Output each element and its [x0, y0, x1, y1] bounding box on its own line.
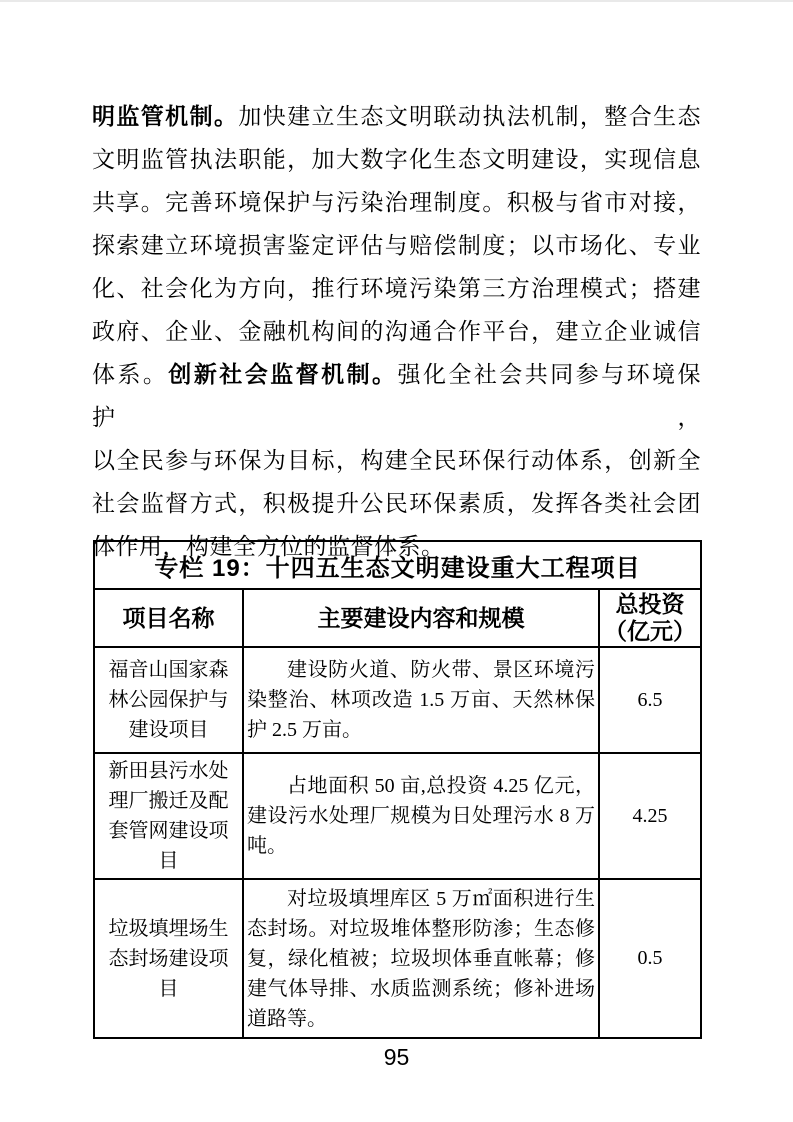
text-run: 共享。完善环境保护与污染治理制度。积极与省市对接，	[92, 190, 701, 215]
project-investment: 0.5	[599, 879, 701, 1038]
project-content: 对垃圾填埋库区 5 万㎡面积进行生态封场。对垃圾堆体整形防渗；生态修复，绿化植被；垃圾坝体垂直帐幕；修建气体导排、水质监测系统；修补进场道路等。	[243, 879, 599, 1038]
bold-run: 创新社会监督机制。	[168, 361, 398, 387]
paragraph-line	[92, 224, 701, 267]
paragraph-line	[92, 181, 701, 224]
header-total-investment	[599, 589, 701, 647]
header-project-name: 项目名称	[94, 589, 243, 647]
paragraph-line	[92, 95, 701, 138]
projects-table	[93, 540, 702, 1039]
project-name: 新田县污水处理厂搬迁及配套管网建设项目	[94, 753, 243, 879]
text-run: 政府、企业、金融机构间的沟通合作平台，建立企业诚信	[92, 319, 701, 344]
header-investment-line1: 总投资	[615, 591, 685, 617]
table-row	[94, 753, 701, 879]
project-content: 建设防火道、防火带、景区环境污染整治、林项改造 1.5 万亩、天然林保护 2.5 万亩。	[243, 647, 599, 753]
bold-run: 明监管机制。	[92, 103, 239, 129]
body-paragraph	[92, 95, 701, 568]
text-run: 化、社会化为方向，推行环境污染第三方治理模式；搭建	[92, 276, 701, 301]
text-run: 文明监管执法职能，加大数字化生态文明建设，实现信息	[92, 147, 701, 172]
project-investment: 6.5	[599, 647, 701, 753]
page-number: 95	[383, 1044, 410, 1070]
table-title: 专栏 19：十四五生态文明建设重大工程项目	[94, 541, 701, 589]
project-content: 占地面积 50 亩,总投资 4.25 亿元，建设污水处理厂规模为日处理污水 8 万吨。	[243, 753, 599, 879]
text-run: 探索建立环境损害鉴定评估与赔偿制度；以市场化、专业	[92, 233, 701, 258]
project-name: 垃圾填埋场生态封场建设项目	[94, 879, 243, 1038]
text-run: 体系。	[92, 362, 169, 387]
scan-edge-artifact	[0, 0, 793, 2]
text-run: 加快建立生态文明联动执法机制，整合生态	[238, 104, 702, 129]
paragraph-line	[92, 267, 701, 310]
paragraph-line	[92, 310, 701, 353]
table-row	[94, 647, 701, 753]
text-run: 社会监督方式，积极提升公民环保素质，发挥各类社会团	[92, 491, 701, 516]
paragraph-line	[92, 138, 701, 181]
header-content-scale: 主要建设内容和规模	[243, 589, 599, 647]
project-name: 福音山国家森林公园保护与建设项目	[94, 647, 243, 753]
text-run: 以全民参与环保为目标，构建全民环保行动体系，创新全	[92, 448, 701, 473]
project-investment: 4.25	[599, 753, 701, 879]
text-run: 强化全社会共同参与环境保护，	[92, 362, 702, 430]
paragraph-line	[92, 439, 701, 482]
table-row	[94, 879, 701, 1038]
paragraph-line	[92, 353, 701, 439]
table-title-row	[94, 541, 701, 589]
header-investment-line2: （亿元）	[604, 618, 696, 644]
table-header-row	[94, 589, 701, 647]
text-run: 体作用，构建全方位的监督体系。	[92, 534, 445, 559]
paragraph-line	[92, 482, 701, 525]
